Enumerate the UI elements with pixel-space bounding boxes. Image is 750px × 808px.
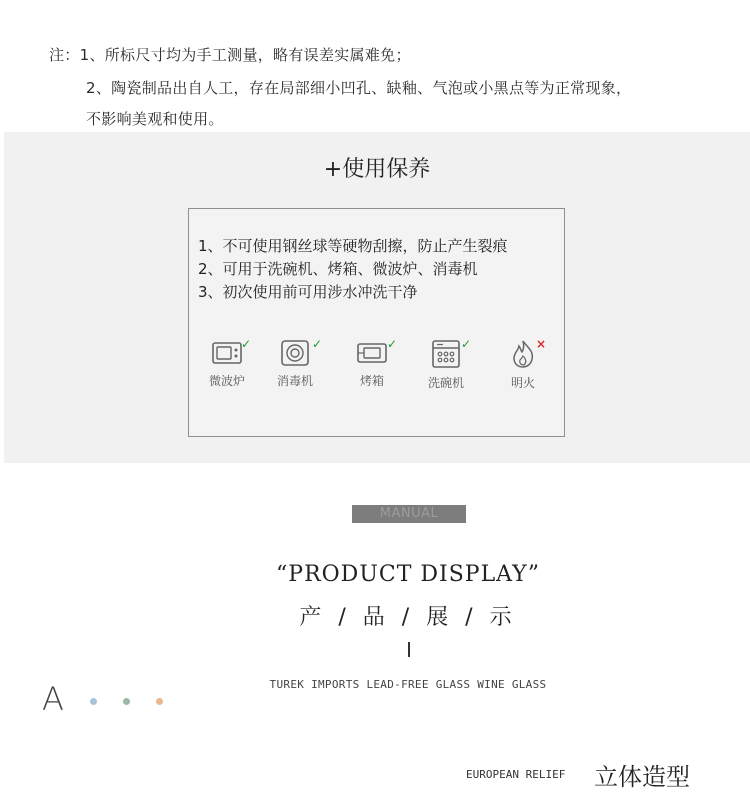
decor-dot <box>90 698 97 705</box>
care-rule-1: 1、不可使用钢丝球等硬物刮擦，防止产生裂痕 <box>198 237 508 255</box>
check-icon: ✓ <box>312 337 323 351</box>
appliance-label: 明火 <box>510 376 535 390</box>
care-rule-3: 3、初次使用前可用涉水冲洗干净 <box>198 283 418 301</box>
appliance-label: 微波炉 <box>208 374 245 388</box>
care-section <box>4 132 750 463</box>
notes-section <box>0 0 750 132</box>
decor-dot <box>156 698 163 705</box>
microwave-icon <box>211 339 243 367</box>
care-rule-2: 2、可用于洗碗机、烤箱、微波炉、消毒机 <box>198 260 478 278</box>
appliance-label: 洗碗机 <box>427 376 464 390</box>
manual-tab: MANUAL <box>352 505 466 523</box>
note-line-1: 注：1、所标尺寸均为手工测量，略有误差实属难免； <box>49 46 411 64</box>
relief-english-label: EUROPEAN RELIEF <box>466 768 566 781</box>
check-icon: ✓ <box>461 337 472 351</box>
check-icon: ✓ <box>241 337 252 351</box>
product-display-title: “PRODUCT DISPLAY” <box>276 562 540 587</box>
appliance-label: 烤箱 <box>359 374 384 388</box>
section-letter: A <box>42 680 64 718</box>
check-icon: ✓ <box>387 337 398 351</box>
vertical-divider <box>408 642 410 657</box>
dishwasher-icon <box>430 339 462 369</box>
note-line-3: 不影响美观和使用。 <box>86 110 224 128</box>
care-title: +使用保养 <box>323 157 431 182</box>
flame-icon <box>507 339 539 369</box>
product-caption: TUREK IMPORTS LEAD-FREE GLASS WINE GLASS <box>269 678 547 691</box>
care-instructions-box <box>188 208 565 437</box>
cross-icon: × <box>536 337 547 351</box>
note-line-2: 2、陶瓷制品出自人工，存在局部细小凹孔、缺釉、气泡或小黑点等为正常现象， <box>86 79 632 97</box>
appliance-label: 消毒机 <box>276 374 313 388</box>
oven-icon <box>356 339 388 367</box>
product-display-subtitle: 产 / 品 / 展 / 示 <box>299 605 517 630</box>
sterilizer-icon <box>279 339 311 367</box>
relief-chinese-label: 立体造型 <box>594 763 690 791</box>
decor-dot <box>123 698 130 705</box>
